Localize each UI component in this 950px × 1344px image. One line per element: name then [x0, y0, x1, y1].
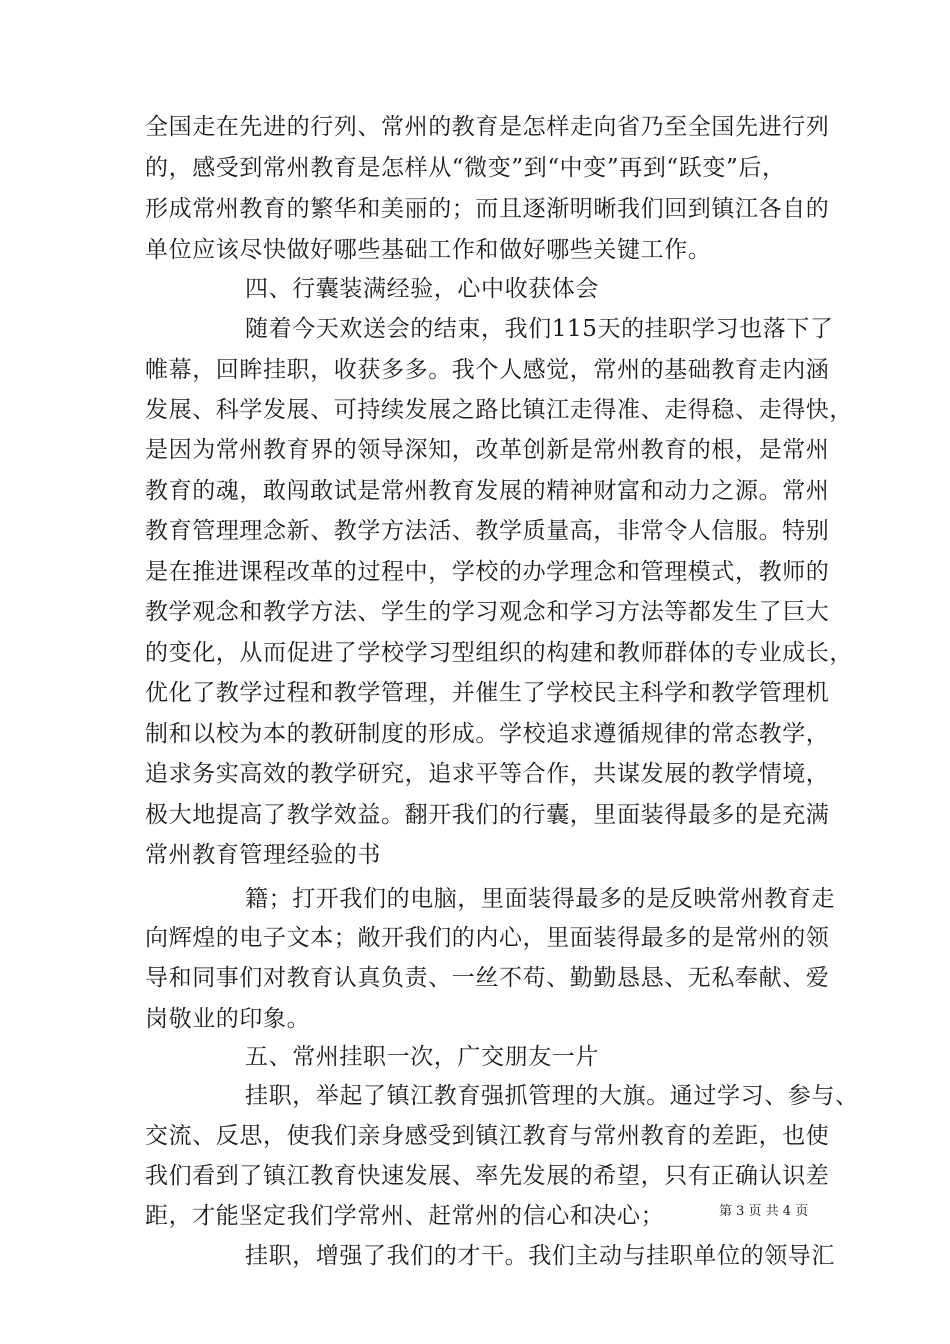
text-line: 交流、反思，使我们亲身感受到镇江教育与常州教育的差距，也使: [145, 1123, 830, 1149]
text-line: 追求务实高效的教学研究，追求平等合作，共谋发展的教学情境，: [145, 761, 830, 787]
text-line: 的，感受到常州教育是怎样从“微变”到“中变”再到“跃变”后，: [145, 155, 786, 181]
text-line: 的变化，从而促进了学校学习型组织的构建和教师群体的专业成长，: [145, 640, 853, 666]
text-line: 籍；打开我们的电脑，里面装得最多的是反映常州教育走: [245, 886, 835, 912]
text-line: 挂职，举起了镇江教育强抓管理的大旗。通过学习、参与、: [245, 1083, 859, 1109]
text-line: 向辉煌的电子文本；敞开我们的内心，里面装得最多的是常州的领: [145, 925, 830, 951]
text-line: 教学观念和教学方法、学生的学习观念和学习方法等都发生了巨大: [145, 599, 830, 625]
text-line: 形成常州教育的繁华和美丽的；而且逐渐明晰我们回到镇江各自的: [145, 196, 830, 222]
text-line: 极大地提高了教学效益。翻开我们的行囊，里面装得最多的是充满: [145, 802, 830, 828]
text-line: 单位应该尽快做好哪些基础工作和做好哪些关键工作。: [145, 237, 712, 263]
text-line: 全国走在先进的行列、常州的教育是怎样走向省乃至全国先进行列: [145, 114, 830, 140]
text-line: 优化了教学过程和教学管理，并催生了学校民主科学和教学管理机: [145, 680, 830, 706]
text-line: 常州教育管理经验的书: [145, 842, 381, 868]
text-line: 岗敬业的印象。: [145, 1006, 311, 1032]
section-heading: 四、行囊装满经验，心中收获体会: [245, 276, 599, 302]
text-line: 帷幕，回眸挂职，收获多多。我个人感觉，常州的基础教育走内涵: [145, 357, 830, 383]
section-heading: 五、常州挂职一次，广交朋友一片: [245, 1044, 599, 1070]
text-line: 是因为常州教育界的领导深知，改革创新是常州教育的根，是常州: [145, 437, 830, 463]
text-line: 是在推进课程改革的过程中，学校的办学理念和管理模式，教师的: [145, 559, 830, 585]
text-line: 距，才能坚定我们学常州、赶常州的信心和决心；: [145, 1203, 665, 1229]
text-line: 随着今天欢送会的结束，我们115天的挂职学习也落下了: [245, 316, 834, 342]
text-line: 挂职，增强了我们的才干。我们主动与挂职单位的领导汇: [245, 1243, 835, 1269]
text-line: 导和同事们对教育认真负责、一丝不苟、勤勤恳恳、无私奉献、爱: [145, 965, 830, 991]
text-line: 教育的魂，敢闯敢试是常州教育发展的精神财富和动力之源。常州: [145, 478, 830, 504]
text-line: 制和以校为本的教研制度的形成。学校追求遵循规律的常态教学，: [145, 721, 830, 747]
text-line: 发展、科学发展、可持续发展之路比镇江走得准、走得稳、走得快，: [145, 397, 853, 423]
page-number: 第 3 页 共 4 页: [719, 1204, 809, 1219]
text-line: 我们看到了镇江教育快速发展、率先发展的希望，只有正确认识差: [145, 1163, 830, 1189]
text-line: 教育管理理念新、教学方法活、教学质量高，非常令人信服。特别: [145, 518, 830, 544]
